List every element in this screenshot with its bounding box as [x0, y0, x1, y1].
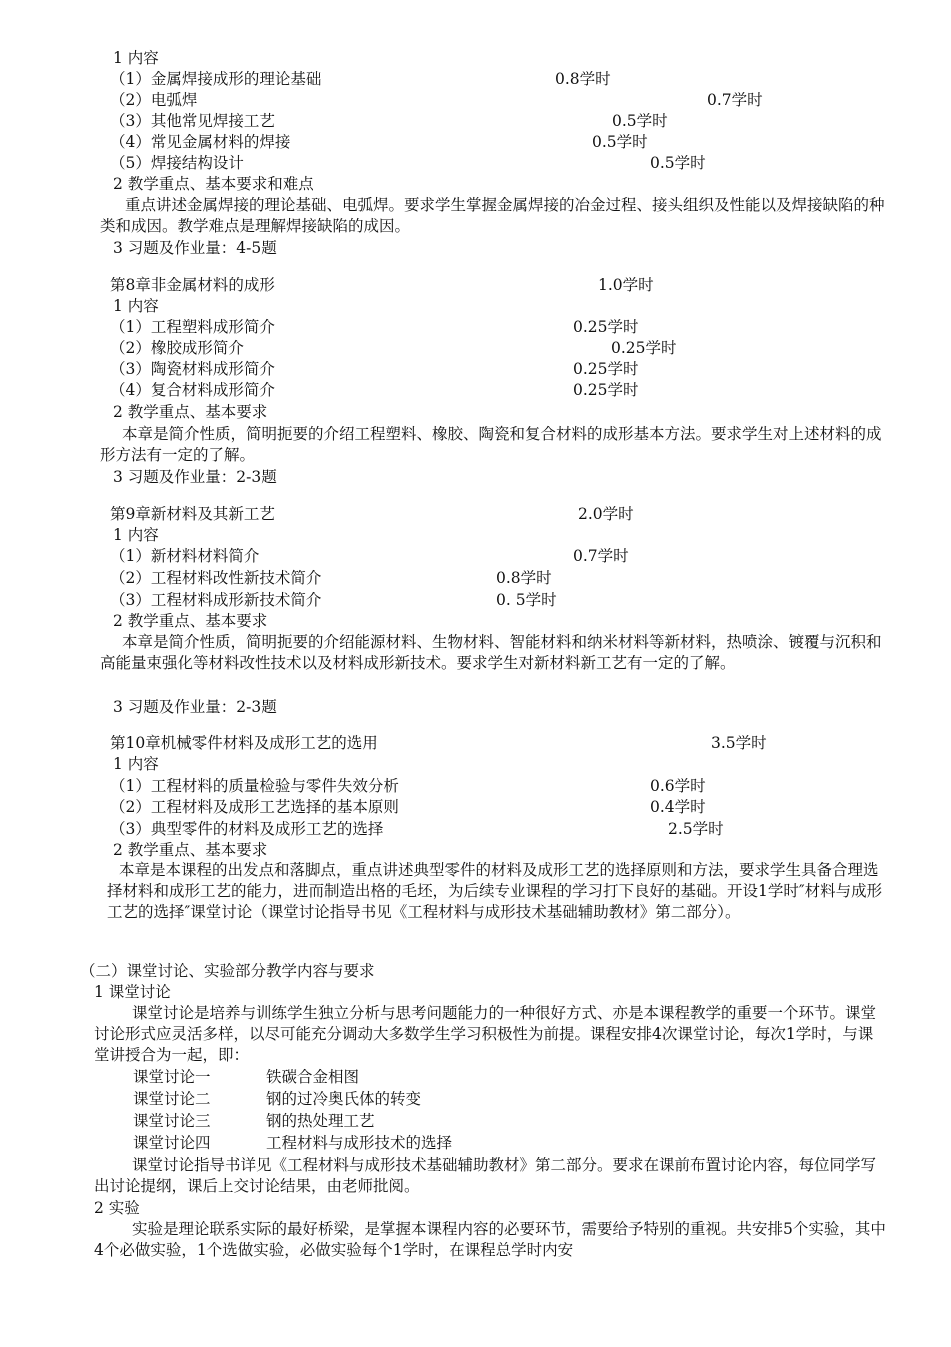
- ch9-exercise: 3 习题及作业量：2-3题: [113, 698, 277, 716]
- discussion-3-topic: 钢的热处理工艺: [266, 1112, 375, 1130]
- discussion-3-label: 课堂讨论三: [133, 1112, 211, 1130]
- ch8-item-3-hours: 0.25学时: [573, 360, 639, 378]
- ch10-title-hours: 3.5学时: [711, 734, 767, 752]
- ch7-item-5-hours: 0.5学时: [650, 154, 706, 172]
- ch7-item-3: （3）其他常见焊接工艺: [110, 112, 275, 130]
- ch7-item-2-hours: 0.7学时: [707, 91, 763, 109]
- ch7-focus-text: 重点讲述金属焊接的理论基础、电弧焊。要求学生掌握金属焊接的冶金过程、接头组织及性能以及焊接缺陷的种类和成因。教学难点是理解焊接缺陷的成因。: [100, 196, 885, 235]
- ch7-content-heading: 1 内容: [113, 49, 159, 67]
- ch9-item-3: （3）工程材料成形新技术简介: [110, 591, 322, 609]
- ch9-item-2-hours: 0.8学时: [496, 569, 552, 587]
- ch10-focus-text: 本章是本课程的出发点和落脚点，重点讲述典型零件的材料及成形工艺的选择原则和方法，要求学生具备合理选择材料和成形工艺的能力，进而制造出格的毛坯，为后续专业课程的学习打下良好的基础。开设1学时″材料与成形工艺的选择″课堂讨论（课堂讨论指导书见《工程材料与成形技术基础辅助教材》第二部分）。: [107, 861, 883, 921]
- ch7-item-1-hours: 0.8学时: [555, 70, 611, 88]
- ch10-item-3: （3）典型零件的材料及成形工艺的选择: [110, 820, 384, 838]
- discussion-intro: 课堂讨论是培养与训练学生独立分析与思考问题能力的一种很好方式、亦是本课程教学的重要一个环节。课堂讨论形式应灵活多样，以尽可能充分调动大多数学生学习积极性为前提。课程安排4次课堂讨论，每次1学时，与课堂讲授合为一起，即：: [94, 1004, 877, 1064]
- discussion-4-topic: 工程材料与成形技术的选择: [266, 1134, 453, 1152]
- ch9-item-1: （1）新材料材料简介: [110, 547, 260, 565]
- ch8-item-1: （1）工程塑料成形简介: [110, 318, 275, 336]
- discussion-2-topic: 钢的过冷奥氏体的转变: [266, 1090, 422, 1108]
- ch8-item-2: （2）橡胶成形简介: [110, 339, 244, 357]
- discussion-2-label: 课堂讨论二: [133, 1090, 211, 1108]
- ch10-item-2-hours: 0.4学时: [650, 798, 706, 816]
- ch7-exercise: 3 习题及作业量：4-5题: [113, 239, 277, 257]
- ch10-title: 第10章机械零件材料及成形工艺的选用: [110, 734, 378, 752]
- ch10-content-heading: 1 内容: [113, 755, 159, 773]
- ch9-title-hours: 2.0学时: [578, 505, 634, 523]
- ch7-focus-heading: 2 教学重点、基本要求和难点: [113, 175, 314, 193]
- ch9-item-1-hours: 0.7学时: [573, 547, 629, 565]
- ch8-focus-text: 本章是简介性质，简明扼要的介绍工程塑料、橡胶、陶瓷和复合材料的成形基本方法。要求学生对上述材料的成形方法有一定的了解。: [100, 425, 882, 464]
- ch9-focus-heading: 2 教学重点、基本要求: [113, 612, 268, 630]
- ch10-item-2: （2）工程材料及成形工艺选择的基本原则: [110, 798, 399, 816]
- ch7-item-4-hours: 0.5学时: [592, 133, 648, 151]
- discussion-1-label: 课堂讨论一: [133, 1068, 211, 1086]
- ch8-item-2-hours: 0.25学时: [611, 339, 677, 357]
- experiment-text: 实验是理论联系实际的最好桥梁，是掌握本课程内容的必要环节，需要给予特别的重视。共安排5个实验，其中4个必做实验，1个选做实验，必做实验每个1学时，在课程总学时内安: [94, 1220, 886, 1259]
- ch9-focus-text: 本章是简介性质，简明扼要的介绍能源材料、生物材料、智能材料和纳米材料等新材料，热喷涂、镀覆与沉积和高能量束强化等材料改性技术以及材料成形新技术。要求学生对新材料新工艺有一定的了解。: [100, 633, 882, 672]
- ch8-item-4: （4）复合材料成形简介: [110, 381, 275, 399]
- ch8-title: 第8章非金属材料的成形: [110, 276, 275, 294]
- discussion-1-topic: 铁碳合金相图: [266, 1068, 360, 1086]
- section2-heading: （二）课堂讨论、实验部分教学内容与要求: [80, 962, 375, 980]
- ch8-item-4-hours: 0.25学时: [573, 381, 639, 399]
- ch10-item-3-hours: 2.5学时: [668, 820, 724, 838]
- ch10-item-1: （1）工程材料的质量检验与零件失效分析: [110, 777, 399, 795]
- ch9-item-3-hours: 0. 5学时: [496, 591, 557, 609]
- discussion-heading: 1 课堂讨论: [94, 983, 171, 1001]
- ch7-item-3-hours: 0.5学时: [612, 112, 668, 130]
- ch7-item-1: （1）金属焊接成形的理论基础: [110, 70, 322, 88]
- ch7-item-4: （4）常见金属材料的焊接: [110, 133, 291, 151]
- ch8-title-hours: 1.0学时: [598, 276, 654, 294]
- ch7-item-5: （5）焊接结构设计: [110, 154, 244, 172]
- ch9-content-heading: 1 内容: [113, 526, 159, 544]
- ch8-exercise: 3 习题及作业量：2-3题: [113, 468, 277, 486]
- ch9-title: 第9章新材料及其新工艺: [110, 505, 275, 523]
- ch8-focus-heading: 2 教学重点、基本要求: [113, 403, 268, 421]
- ch9-item-2: （2）工程材料改性新技术简介: [110, 569, 322, 587]
- ch10-item-1-hours: 0.6学时: [650, 777, 706, 795]
- discussion-guide: 课堂讨论指导书详见《工程材料与成形技术基础辅助教材》第二部分。要求在课前布置讨论内容，每位同学写出讨论提纲，课后上交讨论结果，由老师批阅。: [94, 1156, 877, 1195]
- ch8-item-1-hours: 0.25学时: [573, 318, 639, 336]
- ch8-item-3: （3）陶瓷材料成形简介: [110, 360, 275, 378]
- discussion-4-label: 课堂讨论四: [133, 1134, 211, 1152]
- ch10-focus-heading: 2 教学重点、基本要求: [113, 841, 268, 859]
- ch8-content-heading: 1 内容: [113, 297, 159, 315]
- experiment-heading: 2 实验: [94, 1199, 140, 1217]
- ch7-item-2: （2）电弧焊: [110, 91, 198, 109]
